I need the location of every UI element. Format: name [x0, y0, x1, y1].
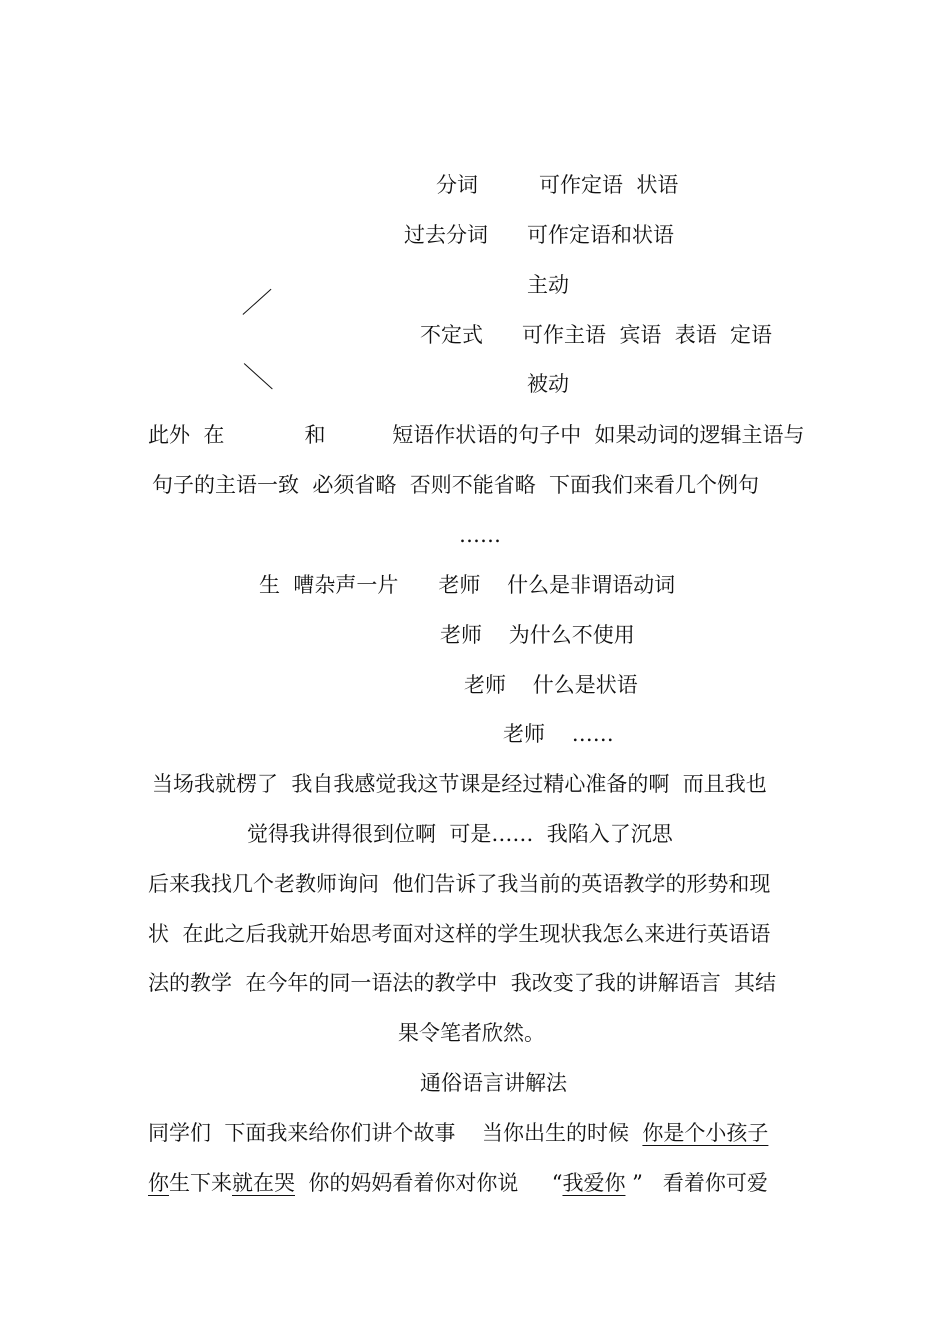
paragraph2-line1: 当场我就楞了 我自我感觉我这节课是经过精心准备的啊 而且我也 [152, 772, 767, 796]
past-participle-label: 过去分词 [404, 223, 488, 247]
paragraph1-line2: 句子的主语一致 必须省略 否则不能省略 下面我们来看几个例句 [152, 473, 760, 497]
diagonal-branch-down [244, 363, 273, 389]
paragraph4-line2-text-c: ” 看着你可爱 [625, 1171, 768, 1195]
active-label: 主动 [527, 273, 569, 297]
infinitive-label: 不定式 [420, 323, 483, 347]
dialogue-line3: 老师 什么是状语 [464, 673, 638, 697]
paragraph4-line1 [148, 1119, 768, 1147]
underlined-phrase-love: 我爱你 [562, 1171, 626, 1195]
paragraph4-line2-text-b: 你的妈妈看着你对你说 “ [295, 1171, 563, 1195]
paragraph3-line3: 法的教学 在今年的同一语法的教学中 我改变了我的讲解语言 其结 [148, 971, 777, 995]
underlined-phrase: 你是个小孩子 [642, 1121, 769, 1145]
underlined-word: 你 [148, 1171, 169, 1195]
paragraph2-line2: 觉得我讲得很到位啊 可是…… 我陷入了沉思 [247, 822, 673, 846]
paragraph4-line2 [148, 1169, 768, 1197]
dialogue-line2: 老师 为什么不使用 [440, 623, 635, 647]
participle-label: 分词 [436, 173, 478, 197]
infinitive-use: 可作主语 宾语 表语 定语 [522, 323, 773, 347]
diagonal-branch-up [243, 289, 272, 315]
paragraph4-line1-text: 同学们 下面我来给你们讲个故事 当你出生的时候 [148, 1121, 643, 1145]
past-participle-use: 可作定语和状语 [527, 223, 674, 247]
passive-label: 被动 [527, 372, 569, 396]
paragraph3-line4: 果令笔者欣然。 [398, 1021, 545, 1045]
section-title: 通俗语言讲解法 [420, 1071, 567, 1095]
ellipsis: …… [459, 523, 501, 547]
underlined-phrase-crying: 就在哭 [232, 1171, 295, 1195]
participle-use: 可作定语 状语 [539, 173, 679, 197]
paragraph4-line2-text-a: 生下来 [169, 1171, 232, 1195]
dialogue-line4: 老师 …… [503, 722, 614, 746]
paragraph3-line2: 状 在此之后我就开始思考面对这样的学生现状我怎么来进行英语语 [148, 922, 771, 946]
dialogue-line1: 生 嘈杂声一片 老师 什么是非谓语动词 [259, 573, 676, 597]
paragraph1-line1: 此外 在 和 短语作状语的句子中 如果动词的逻辑主语与 [148, 423, 805, 447]
paragraph3-line1: 后来我找几个老教师询问 他们告诉了我当前的英语教学的形势和现 [148, 872, 771, 896]
